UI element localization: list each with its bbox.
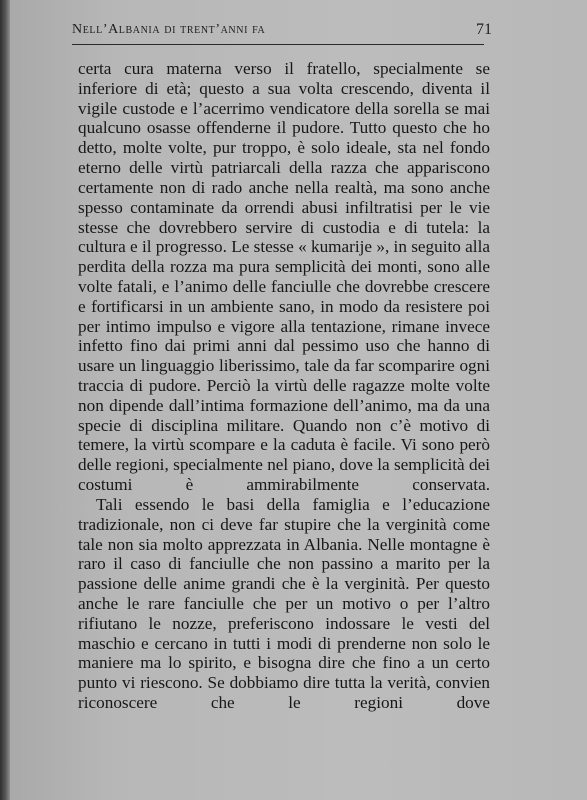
paragraph-2: Tali essendo le basi della famiglia e l’educazione tradizionale, non ci deve far stupire che la verginità come tale non sia molto apprezzata in Albania. Nelle montagne è raro il caso di fanciulle che non passino a marito per la passione delle anime grandi che è la verginità. Per questo anche le rare fanciulle che per un motivo o per l’altro rifiutano le nozze, preferiscono indossare le vesti del maschio e cercano in tutti i modi di prenderne non solo le maniere ma lo spirito, e bisogna dire che fino a un certo punto vi riescono. Se dobbiamo dire tutta la verità, convien riconoscere che le regioni dove (78, 494, 490, 712)
paragraph-1: certa cura materna verso il fratello, specialmente se inferiore di età; questo a sua volta crescendo, diventa il vigile custode e l’acerrimo vendicatore della sorella se mai qualcuno osasse offenderne il pudore. Tutto questo che ho detto, molte volte, pur troppo, è solo ideale, sta nel fondo eterno delle virtù patriarcali della razza che appariscono certamente non di rado anche nella realtà, ma sono anche spesso contaminate da orrendi abusi infiltratisi per le vie stesse che dovrebbero servire di custodia e di tutela: la cultura e il progresso. Le stesse « kumarije », in seguito alla perdita della rozza ma pura semplicità dei monti, sono alle volte fatali, e l’animo delle fanciulle che dovrebbe crescere e fortificarsi in un ambiente sano, in modo da resistere poi per intimo impulso e vigore alla tentazione, rimane invece infetto fino dai primi anni dal pessimo uso che hanno di usare un linguaggio liberissimo, tale da far scomparire ogni traccia di pudore. Perciò la virtù delle ragazze molte volte non dipende dall’intima formazione dell’animo, ma da una specie di disciplina militare. Quando non c’è motivo di temere, la virtù scompare e la caduta è facile. Vi sono però delle regioni, specialmente nel piano, dove la semplicità dei costumi è ammirabilmente conservata. (78, 59, 490, 495)
book-page (10, 0, 587, 800)
body-text (78, 59, 490, 713)
header-rule (72, 44, 484, 45)
running-head-title: Nell’Albania di trent’anni fa (72, 22, 266, 37)
page-number: 71 (476, 21, 492, 38)
book-gutter-shadow (0, 0, 10, 800)
page-header (72, 18, 492, 44)
